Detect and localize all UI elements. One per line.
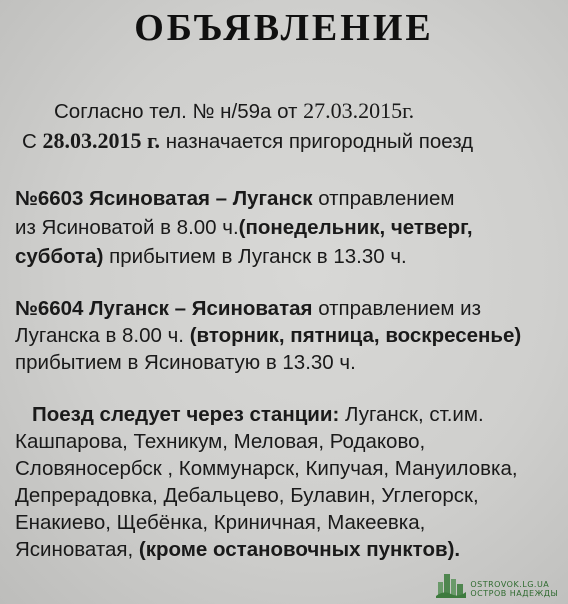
train2-line-3: прибытием в Ясиноватую в 13.30 ч. bbox=[15, 351, 356, 374]
city-skyline-icon bbox=[436, 570, 466, 598]
train1-number: №6603 Ясиноватая – Луганск bbox=[15, 187, 313, 210]
train2-line-1: №6604 Луганск – Ясиноватая отправлением из bbox=[15, 297, 482, 320]
stations-line-1: Поезд следует через станции: Луганск, ст.им. bbox=[32, 403, 484, 426]
intro-line-2: С 28.03.2015 г. назначается пригородный поезд bbox=[22, 128, 474, 153]
watermark-text bbox=[470, 580, 558, 598]
train1-line-2: из Ясиноватой в 8.00 ч.(понедельник, четверг, bbox=[15, 216, 473, 239]
start-date: 28.03.2015 г. bbox=[42, 128, 161, 153]
train2-number: №6604 Луганск – Ясиноватая bbox=[15, 297, 313, 320]
train1-line-3: суббота) прибытием в Луганск в 13.30 ч. bbox=[15, 245, 407, 268]
stations-line-5: Енакиево, Щебёнка, Криничная, Макеевка, bbox=[15, 511, 426, 534]
train1-days: (понедельник, четверг, bbox=[238, 216, 473, 239]
train2-line-2: Луганска в 8.00 ч. (вторник, пятница, воскресенье) bbox=[15, 324, 522, 347]
stations-line-3: Словяносербск , Коммунарск, Кипучая, Мануиловка, bbox=[15, 457, 518, 480]
train1-line-1: №6603 Ясиноватая – Луганск отправлением bbox=[15, 187, 455, 210]
stations-heading: Поезд следует через станции: bbox=[32, 403, 340, 426]
watermark-subtitle: ОСТРОВ НАДЕЖДЫ bbox=[470, 589, 558, 598]
train2-days: (вторник, пятница, воскресенье) bbox=[189, 324, 522, 347]
stations-line-2: Кашпарова, Техникум, Меловая, Родаково, bbox=[15, 430, 426, 453]
watermark-site: OSTROVOK.LG.UA bbox=[470, 580, 550, 589]
stations-line-6: Ясиноватая, (кроме остановочных пунктов). bbox=[15, 538, 461, 561]
intro-line-1: Согласно тел. № н/59а от 27.03.2015г. bbox=[54, 98, 415, 123]
stations-line-4: Депрерадовка, Дебальцево, Булавин, Углегорск, bbox=[15, 484, 479, 507]
site-watermark bbox=[436, 570, 558, 598]
announcement-title: ОБЪЯВЛЕНИЕ bbox=[134, 7, 434, 49]
stations-note: (кроме остановочных пунктов). bbox=[138, 538, 461, 561]
